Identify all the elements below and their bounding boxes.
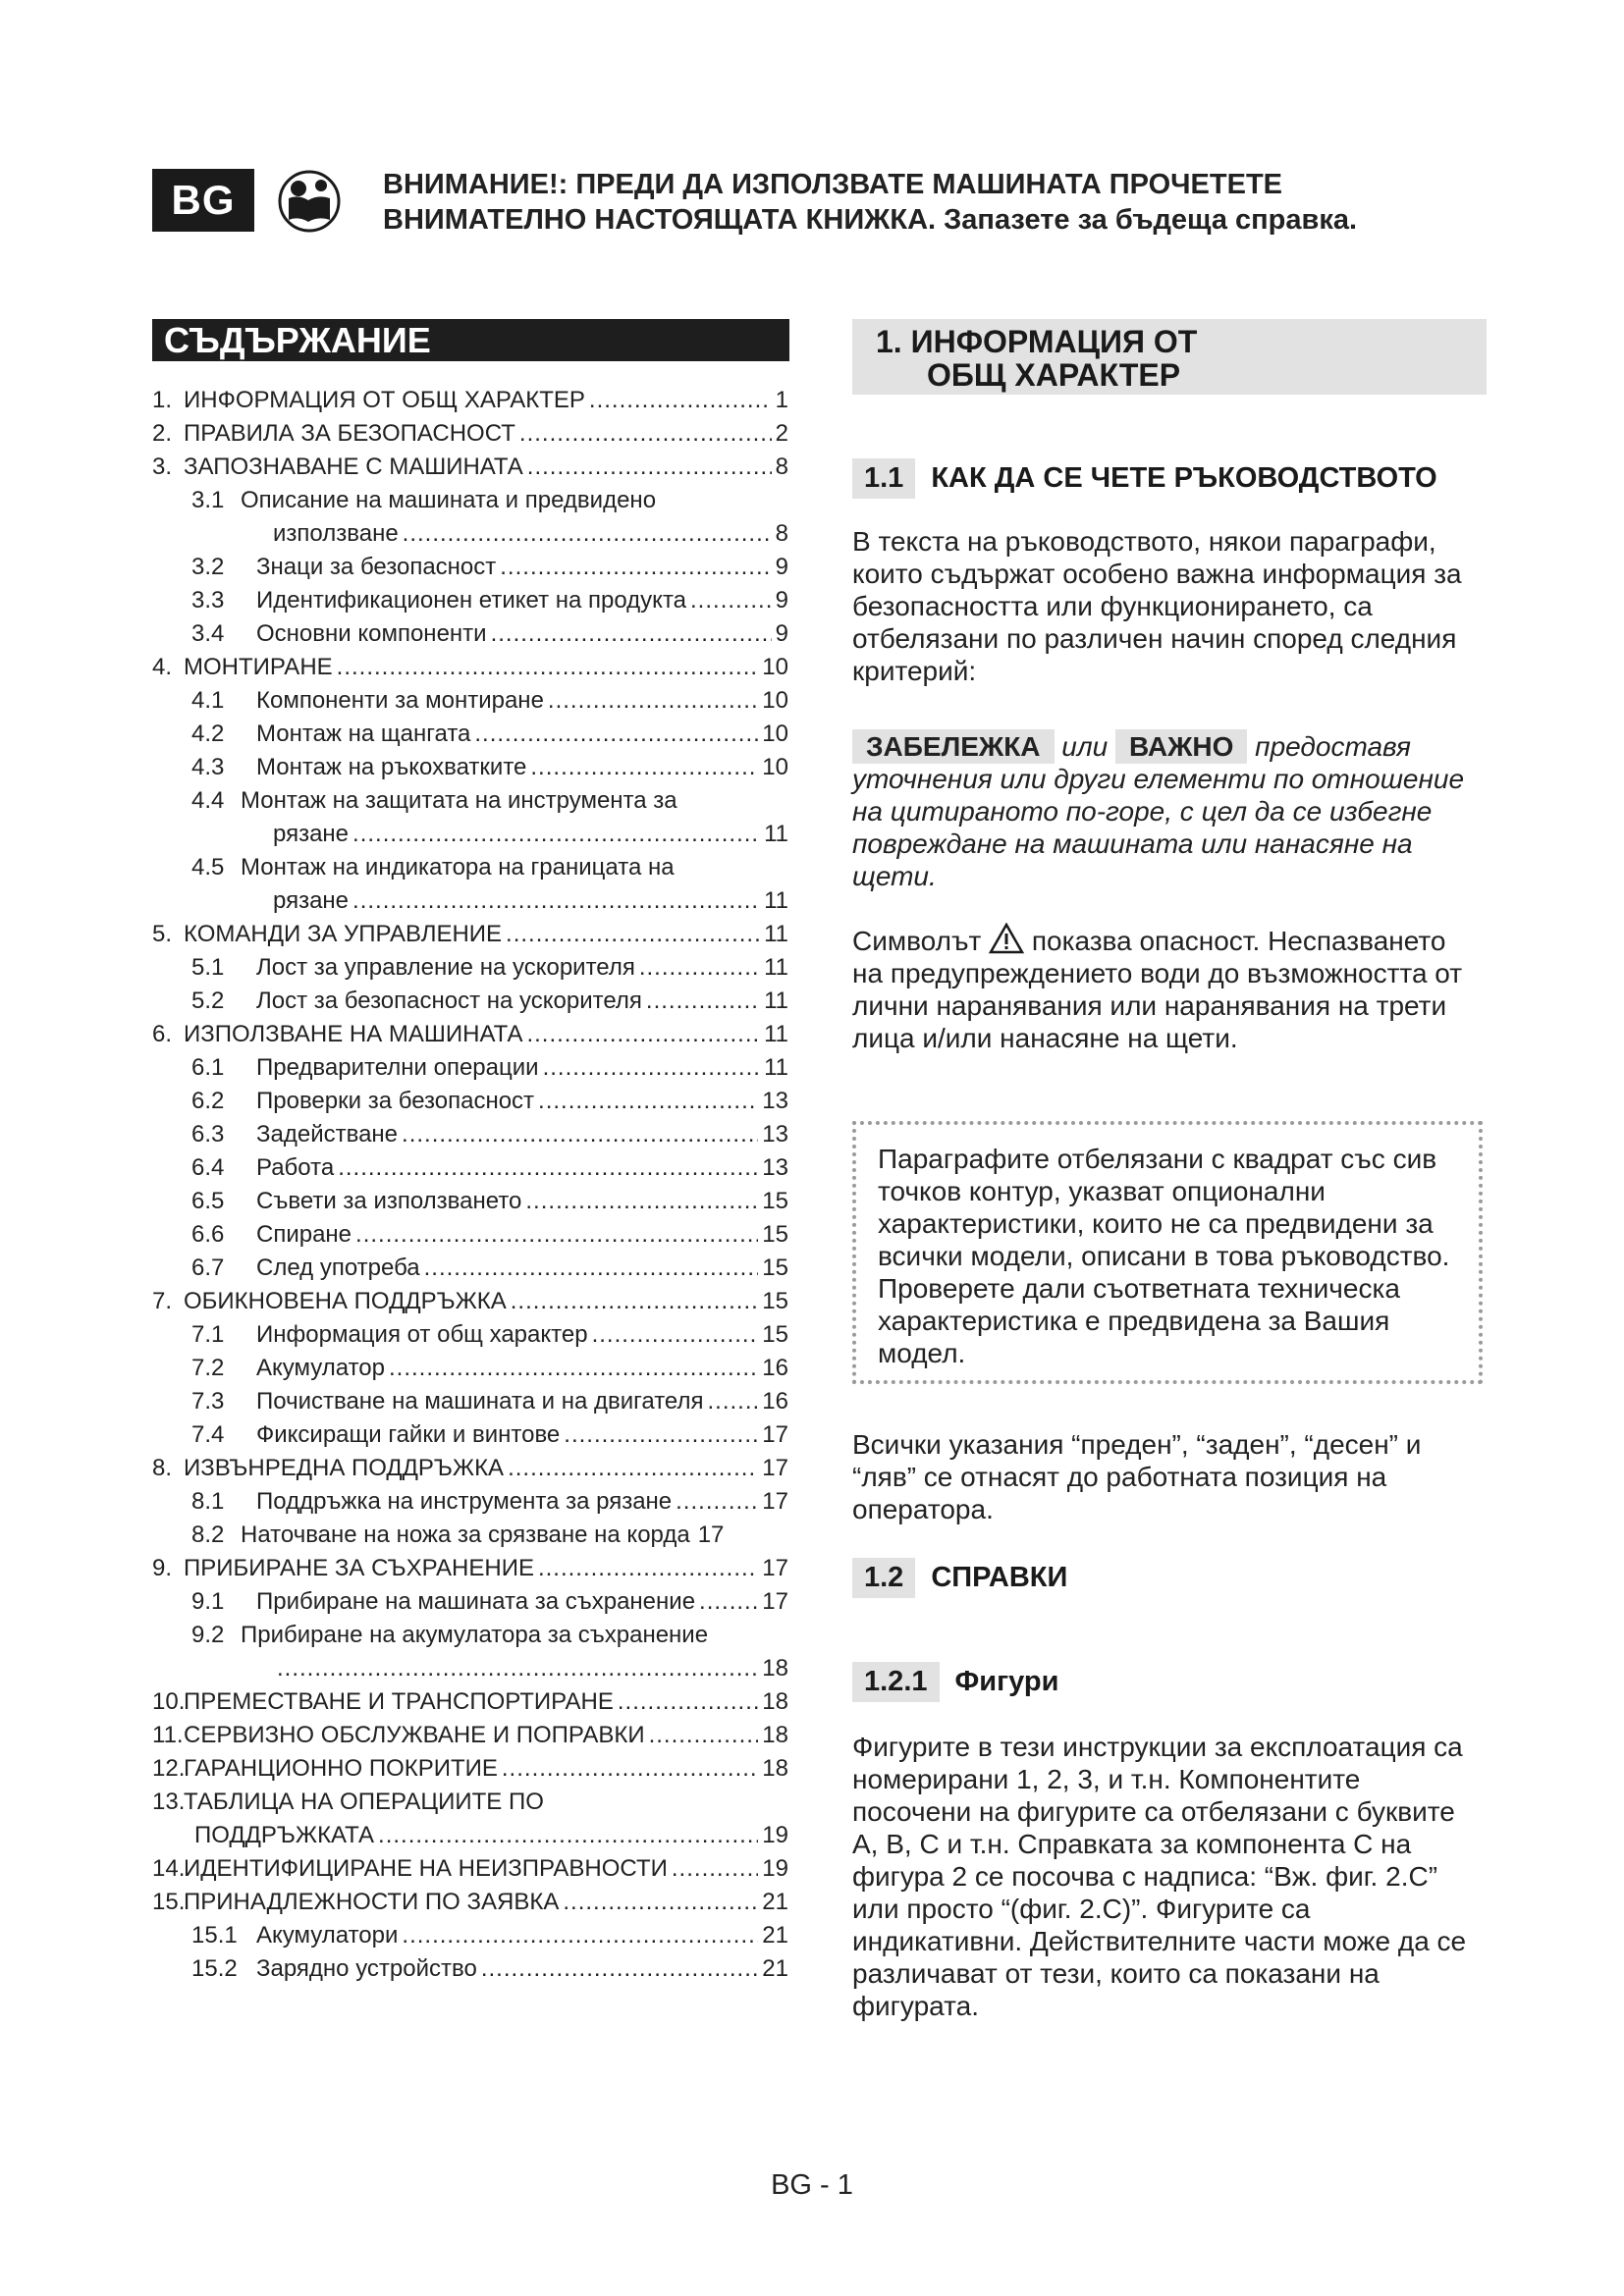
toc-leader-dots: [543, 1051, 761, 1085]
toc-entry-page: 11: [764, 921, 788, 947]
toc-entry-page: 16: [762, 1355, 788, 1381]
toc-entry-number: 5.2: [191, 988, 225, 1014]
toc-entry-title: ИЗПОЛЗВАНЕ НА МАШИНАТА: [184, 1021, 523, 1047]
toc-entry: [152, 1051, 788, 1085]
toc-entry-number: 8.: [152, 1455, 173, 1481]
toc-leader-dots: [646, 985, 760, 1018]
toc-entry-title: СЕРВИЗНО ОБСЛУЖВАНЕ И ПОПРАВКИ: [184, 1722, 645, 1748]
toc-entry-number: 7.1: [191, 1321, 225, 1348]
optional-features-box: [852, 1121, 1483, 1384]
toc-entry-number: 7.2: [191, 1355, 225, 1381]
toc-entry: [152, 1685, 788, 1719]
toc-entry-page: 17: [762, 1488, 788, 1515]
toc-entry-page: 19: [762, 1822, 788, 1848]
toc-leader-dots: [277, 1652, 758, 1685]
toc-entry-number: 6.3: [191, 1121, 225, 1148]
toc-entry-page: 18: [762, 1722, 788, 1748]
toc-entry-page: 18: [762, 1688, 788, 1715]
toc-entry-page: 9: [775, 554, 788, 580]
toc-entry-title: Задействане: [256, 1121, 399, 1148]
toc-entry-number: 4.4: [191, 787, 225, 814]
toc-entry: [152, 884, 788, 918]
toc-leader-dots: [500, 551, 771, 584]
symbol-before: Символът: [852, 926, 982, 956]
toc-entry-number: 4.3: [191, 754, 225, 780]
toc-entry-number: 1.: [152, 387, 173, 413]
intro-paragraph: В текста на ръководството, някои параграфи, които съдържат особено важна информация за безопасността или функционирането, са отбелязани по различен начин според следния критерий:: [852, 526, 1462, 686]
toc-entry-number: 10.: [152, 1688, 186, 1715]
table-of-contents: [152, 384, 788, 1986]
toc-entry-number: 3.2: [191, 554, 225, 580]
toc-entry-page: 13: [762, 1088, 788, 1114]
toc-entry-title: Предварителни операции: [256, 1054, 539, 1081]
toc-entry-page: 11: [764, 887, 788, 914]
toc-entry-page: 15: [762, 1288, 788, 1314]
directions-paragraph: Всички указания “преден”, “заден”, “десен” и “ляв” се отнасят до работната позиция на оператора.: [852, 1429, 1422, 1524]
toc-entry-page: 10: [762, 754, 788, 780]
toc-entry: [152, 1919, 788, 1952]
toc-entry-title: ИДЕНТИФИЦИРАНЕ НА НЕИЗПРАВНОСТИ: [184, 1855, 668, 1882]
toc-entry: [152, 1151, 788, 1185]
toc-entry-title: ПОДДРЪЖКАТА: [194, 1822, 375, 1848]
toc-entry: [152, 1485, 788, 1519]
toc-entry-title: Компоненти за монтиране: [256, 687, 544, 714]
toc-entry: [152, 918, 788, 951]
toc-entry-page: 17: [762, 1555, 788, 1581]
toc-entry-number: 9.2: [191, 1622, 225, 1648]
toc-entry-number: 3.3: [191, 587, 225, 614]
toc-entry-title: След употреба: [256, 1255, 420, 1281]
toc-leader-dots: [355, 1218, 758, 1252]
toc-entry: [152, 951, 788, 985]
toc-entry: [152, 1819, 788, 1852]
toc-entry-page: 18: [762, 1655, 788, 1682]
toc-entry-number: 15.: [152, 1889, 186, 1915]
read-manual-icon: [275, 169, 344, 234]
toc-entry-title: Акумулатори: [256, 1922, 399, 1949]
toc-entry: [152, 1352, 788, 1385]
toc-entry: [152, 617, 788, 651]
toc-entry: [152, 1519, 788, 1552]
toc-entry-number: 4.1: [191, 687, 225, 714]
toc-entry-number: 8.2: [191, 1522, 225, 1548]
subsection-number: 1.1: [852, 458, 915, 499]
toc-entry: [152, 1085, 788, 1118]
toc-entry-title: Идентификационен етикет на продукта: [256, 587, 687, 614]
toc-leader-dots: [526, 1018, 760, 1051]
toc-entry: [152, 1886, 788, 1919]
toc-entry: [152, 484, 788, 517]
toc-entry-title: ПРИНАДЛЕЖНОСТИ ПО ЗАЯВКА: [184, 1889, 560, 1915]
toc-entry-page: 9: [775, 587, 788, 614]
toc-entry-title: Прибиране на машината за съхранение: [256, 1588, 696, 1615]
toc-entry-number: 5.1: [191, 954, 225, 981]
toc-entry-number: 4.5: [191, 854, 225, 881]
note-paragraph: [852, 730, 1481, 892]
toc-leader-dots: [352, 884, 760, 918]
toc-entry-title: използване: [273, 520, 399, 547]
danger-symbol-paragraph: [852, 923, 1481, 1054]
toc-entry-title: Информация от общ характер: [256, 1321, 588, 1348]
toc-entry-title: Съвети за използването: [256, 1188, 522, 1214]
toc-entry-page: 9: [775, 620, 788, 647]
toc-entry-title: Прибиране на акумулатора за съхранение: [241, 1622, 709, 1648]
toc-entry: [152, 1786, 788, 1819]
toc-entry-page: 21: [762, 1889, 788, 1915]
toc-entry-page: 13: [762, 1121, 788, 1148]
toc-entry-page: 17: [762, 1455, 788, 1481]
toc-entry-title: Поддръжка на инструмента за рязане: [256, 1488, 673, 1515]
symbol-after: показва опасност. Неспазването на предупреждението води до възможността от лични наранявания или наранявания на трети лица и/или нанасяне на щети.: [852, 926, 1463, 1053]
toc-entry-page: 11: [764, 954, 788, 981]
toc-leader-dots: [592, 1318, 759, 1352]
toc-entry-title: КОМАНДИ ЗА УПРАВЛЕНИЕ: [184, 921, 503, 947]
toc-entry-number: 6.4: [191, 1154, 225, 1181]
warning-text: [383, 167, 1357, 238]
toc-leader-dots: [378, 1819, 758, 1852]
subsection-title: СПРАВКИ: [931, 1562, 1068, 1593]
toc-entry-page: 10: [762, 721, 788, 747]
toc-leader-dots: [563, 1886, 758, 1919]
toc-leader-dots: [525, 1185, 758, 1218]
toc-entry-number: 11.: [152, 1722, 184, 1748]
toc-leader-dots: [530, 751, 758, 784]
toc-entry-title: ПРАВИЛА ЗА БЕЗОПАСНОСТ: [184, 420, 515, 447]
toc-entry-number: 3.1: [191, 487, 225, 513]
toc-leader-dots: [337, 651, 759, 684]
toc-entry-number: 7.: [152, 1288, 173, 1314]
toc-leader-dots: [618, 1685, 758, 1719]
toc-entry-page: 2: [775, 420, 788, 447]
toc-entry-title: Акумулатор: [256, 1355, 385, 1381]
toc-entry-title: Спиране: [256, 1221, 352, 1248]
toc-entry-page: 15: [762, 1321, 788, 1348]
toc-entry: [152, 1752, 788, 1786]
toc-leader-dots: [481, 1952, 758, 1986]
toc-entry: [152, 417, 788, 451]
toc-entry: [152, 651, 788, 684]
toc-entry-title: Монтаж на индикатора на границата на: [241, 854, 675, 881]
toc-entry-title: Работа: [256, 1154, 335, 1181]
toc-entry-title: Проверки за безопасност: [256, 1088, 535, 1114]
toc-entry-page: 11: [764, 821, 788, 847]
toc-heading: СЪДЪРЖАНИЕ: [152, 319, 789, 361]
toc-leader-dots: [527, 451, 772, 484]
toc-entry-title: Знаци за безопасност: [256, 554, 497, 580]
toc-entry: [152, 818, 788, 851]
toc-entry: [152, 1318, 788, 1352]
toc-entry: [152, 1018, 788, 1051]
toc-leader-dots: [676, 1485, 758, 1519]
toc-leader-dots: [564, 1418, 758, 1452]
subsection-title: Фигури: [954, 1666, 1059, 1697]
toc-entry-title: ИЗВЪНРЕДНА ПОДДРЪЖКА: [184, 1455, 505, 1481]
toc-entry-number: 6.2: [191, 1088, 225, 1114]
toc-entry: [152, 451, 788, 484]
toc-leader-dots: [639, 951, 760, 985]
page-number: BG - 1: [771, 2169, 853, 2201]
optional-features-text: Параграфите отбелязани с квадрат със сив точков контур, указват опционални характеристики, които не са предвидени за всички модели, описани в това ръководство. Проверете дали съответната техническа характеристика е предвидена за Вашия модел.: [878, 1144, 1450, 1368]
toc-leader-dots: [352, 818, 760, 851]
toc-entry-page: 17: [762, 1421, 788, 1448]
toc-entry-number: 4.: [152, 654, 173, 680]
toc-entry-page: 8: [775, 454, 788, 480]
toc-leader-dots: [508, 1452, 758, 1485]
toc-leader-dots: [519, 417, 772, 451]
toc-entry-page: 10: [762, 687, 788, 714]
toc-entry-title: ТАБЛИЦА НА ОПЕРАЦИИТЕ ПО: [184, 1789, 544, 1815]
important-tag: ВАЖНО: [1115, 729, 1247, 764]
toc-entry-number: 3.4: [191, 620, 225, 647]
toc-leader-dots: [402, 1118, 758, 1151]
note-or: или: [1061, 731, 1109, 762]
toc-entry: [152, 1652, 788, 1685]
toc-entry-title: Лост за безопасност на ускорителя: [256, 988, 642, 1014]
toc-entry-number: 7.4: [191, 1421, 225, 1448]
toc-entry-page: 19: [762, 1855, 788, 1882]
toc-entry-title: ОБИКНОВЕНА ПОДДРЪЖКА: [184, 1288, 507, 1314]
toc-entry: [152, 584, 788, 617]
note-text: предоставя уточнения или други елементи по отношение на цитираното по-горе, с цел да се избегне повреждане на машината или нанасяне на щети.: [852, 731, 1465, 891]
toc-entry: [152, 384, 788, 417]
toc-entry-page: 18: [762, 1755, 788, 1782]
toc-entry-number: 6.7: [191, 1255, 225, 1281]
toc-entry: [152, 1118, 788, 1151]
toc-entry-title: ПРЕМЕСТВАНЕ И ТРАНСПОРТИРАНЕ: [184, 1688, 614, 1715]
toc-entry-title: Основни компоненти: [256, 620, 487, 647]
toc-entry-number: 6.: [152, 1021, 173, 1047]
toc-entry-page: 21: [762, 1922, 788, 1949]
toc-leader-dots: [502, 1752, 758, 1786]
toc-entry: [152, 1719, 788, 1752]
toc-leader-dots: [690, 584, 772, 617]
toc-entry-title: ЗАПОЗНАВАНЕ С МАШИНАТА: [184, 454, 523, 480]
toc-entry: [152, 1852, 788, 1886]
toc-entry: [152, 1552, 788, 1585]
toc-entry-number: 6.1: [191, 1054, 225, 1081]
toc-entry-number: 2.: [152, 420, 173, 447]
toc-entry-number: 14.: [152, 1855, 186, 1882]
warning-triangle-icon: [989, 923, 1024, 954]
toc-leader-dots: [338, 1151, 758, 1185]
toc-entry: [152, 784, 788, 818]
toc-entry-title: Монтаж на щангата: [256, 721, 471, 747]
section-1-title-line-1: 1. ИНФОРМАЦИЯ ОТ: [876, 324, 1198, 359]
toc-entry-number: 9.: [152, 1555, 173, 1581]
subsection-1-2-1-heading: [852, 1662, 1058, 1702]
toc-entry-number: 15.2: [191, 1955, 238, 1982]
toc-entry-title: Монтаж на ръкохватките: [256, 754, 527, 780]
toc-leader-dots: [403, 517, 772, 551]
toc-entry: [152, 1418, 788, 1452]
section-1-heading: [852, 319, 1487, 395]
toc-entry-page: 11: [764, 1054, 788, 1081]
toc-leader-dots: [538, 1552, 758, 1585]
toc-entry-title: ГАРАНЦИОННО ПОКРИТИЕ: [184, 1755, 498, 1782]
toc-entry-page: 1: [775, 387, 788, 413]
toc-entry-page: 15: [762, 1188, 788, 1214]
subsection-1-1-heading: [852, 458, 1437, 499]
toc-entry-title: Почистване на машината и на двигателя: [256, 1388, 704, 1415]
toc-leader-dots: [707, 1385, 758, 1418]
toc-entry-page: 11: [764, 1021, 788, 1047]
warning-line-2: ВНИМАТЕЛНО НАСТОЯЩАТА КНИЖКА. Запазете за бъдеща справка.: [383, 204, 1358, 236]
toc-entry-title: Монтаж на защитата на инструмента за: [241, 787, 677, 814]
toc-entry-number: 6.6: [191, 1221, 225, 1248]
toc-entry: [152, 1452, 788, 1485]
subsection-1-2-heading: [852, 1558, 1067, 1598]
toc-leader-dots: [649, 1719, 759, 1752]
toc-leader-dots: [538, 1085, 758, 1118]
toc-entry: [152, 1385, 788, 1418]
toc-entry-number: 4.2: [191, 721, 225, 747]
toc-entry: [152, 517, 788, 551]
toc-leader-dots: [402, 1919, 758, 1952]
subsection-number: 1.2.1: [852, 1662, 940, 1702]
toc-entry-page: 15: [762, 1255, 788, 1281]
note-tag: ЗАБЕЛЕЖКА: [852, 729, 1055, 764]
toc-entry-page: 13: [762, 1154, 788, 1181]
toc-entry-number: 12.: [152, 1755, 186, 1782]
toc-leader-dots: [548, 684, 758, 718]
toc-entry-page: 17: [762, 1588, 788, 1615]
toc-entry-page: 17: [697, 1522, 725, 1548]
toc-entry-page: 16: [762, 1388, 788, 1415]
toc-entry: [152, 718, 788, 751]
toc-leader-dots: [474, 718, 758, 751]
toc-leader-dots: [424, 1252, 759, 1285]
toc-entry-title: Лост за управление на ускорителя: [256, 954, 635, 981]
toc-entry-number: 3.: [152, 454, 173, 480]
toc-entry-title: Описание на машината и предвидено: [241, 487, 657, 513]
toc-entry: [152, 1252, 788, 1285]
toc-entry-title: ПРИБИРАНЕ ЗА СЪХРАНЕНИЕ: [184, 1555, 534, 1581]
toc-entry: [152, 985, 788, 1018]
toc-entry-number: 8.1: [191, 1488, 225, 1515]
language-badge: BG: [152, 169, 254, 232]
section-1-title-line-2: ОБЩ ХАРАКТЕР: [927, 357, 1181, 393]
toc-entry-page: 8: [775, 520, 788, 547]
toc-leader-dots: [506, 918, 760, 951]
toc-entry-number: 6.5: [191, 1188, 225, 1214]
toc-entry-number: 7.3: [191, 1388, 225, 1415]
toc-entry: [152, 1952, 788, 1986]
toc-entry-title: Наточване на ножа за срязване на корда: [241, 1522, 690, 1548]
toc-entry: [152, 551, 788, 584]
toc-entry-title: МОНТИРАНЕ: [184, 654, 333, 680]
toc-entry: [152, 1585, 788, 1619]
toc-entry-title: рязане: [273, 887, 350, 914]
toc-entry-number: 15.1: [191, 1922, 238, 1949]
toc-entry: [152, 851, 788, 884]
toc-leader-dots: [389, 1352, 758, 1385]
toc-entry-page: 21: [762, 1955, 788, 1982]
subsection-number: 1.2: [852, 1558, 915, 1598]
toc-leader-dots: [511, 1285, 759, 1318]
toc-entry: [152, 751, 788, 784]
toc-entry-number: 5.: [152, 921, 173, 947]
figures-paragraph: Фигурите в тези инструкции за експлоатация са номерирани 1, 2, 3, и т.н. Компонентите посочени на фигурите са отбелязани с буквите A, B, C и т.н. Справката за компонента C на фигура 2 се посочва с надписа: “Вж. фиг. 2.C” или просто “(фиг. 2.C)”. Фигурите са индикативни. Действителните части може да се различават от тези, които са показани на фигурата.: [852, 1732, 1467, 2021]
toc-entry-number: 9.1: [191, 1588, 225, 1615]
toc-entry: [152, 1218, 788, 1252]
toc-entry-title: рязане: [273, 821, 350, 847]
toc-entry: [152, 1285, 788, 1318]
warning-line-1: ВНИМАНИЕ!: ПРЕДИ ДА ИЗПОЛЗВАТЕ МАШИНАТА ПРОЧЕТЕТЕ: [383, 169, 1283, 200]
toc-entry-title: ИНФОРМАЦИЯ ОТ ОБЩ ХАРАКТЕР: [184, 387, 585, 413]
toc-entry: [152, 1619, 788, 1652]
toc-entry-page: 10: [762, 654, 788, 680]
toc-entry-title: Зарядно устройство: [256, 1955, 477, 1982]
toc-leader-dots: [672, 1852, 758, 1886]
toc-leader-dots: [491, 617, 772, 651]
toc-leader-dots: [699, 1585, 758, 1619]
toc-entry-page: 11: [764, 988, 788, 1014]
toc-entry: [152, 684, 788, 718]
toc-entry: [152, 1185, 788, 1218]
toc-entry-title: Фиксиращи гайки и винтове: [256, 1421, 561, 1448]
subsection-title: КАК ДА СЕ ЧЕТЕ РЪКОВОДСТВОТО: [931, 462, 1437, 494]
toc-leader-dots: [589, 384, 772, 417]
toc-entry-number: 13.: [152, 1789, 186, 1815]
toc-entry-page: 15: [762, 1221, 788, 1248]
